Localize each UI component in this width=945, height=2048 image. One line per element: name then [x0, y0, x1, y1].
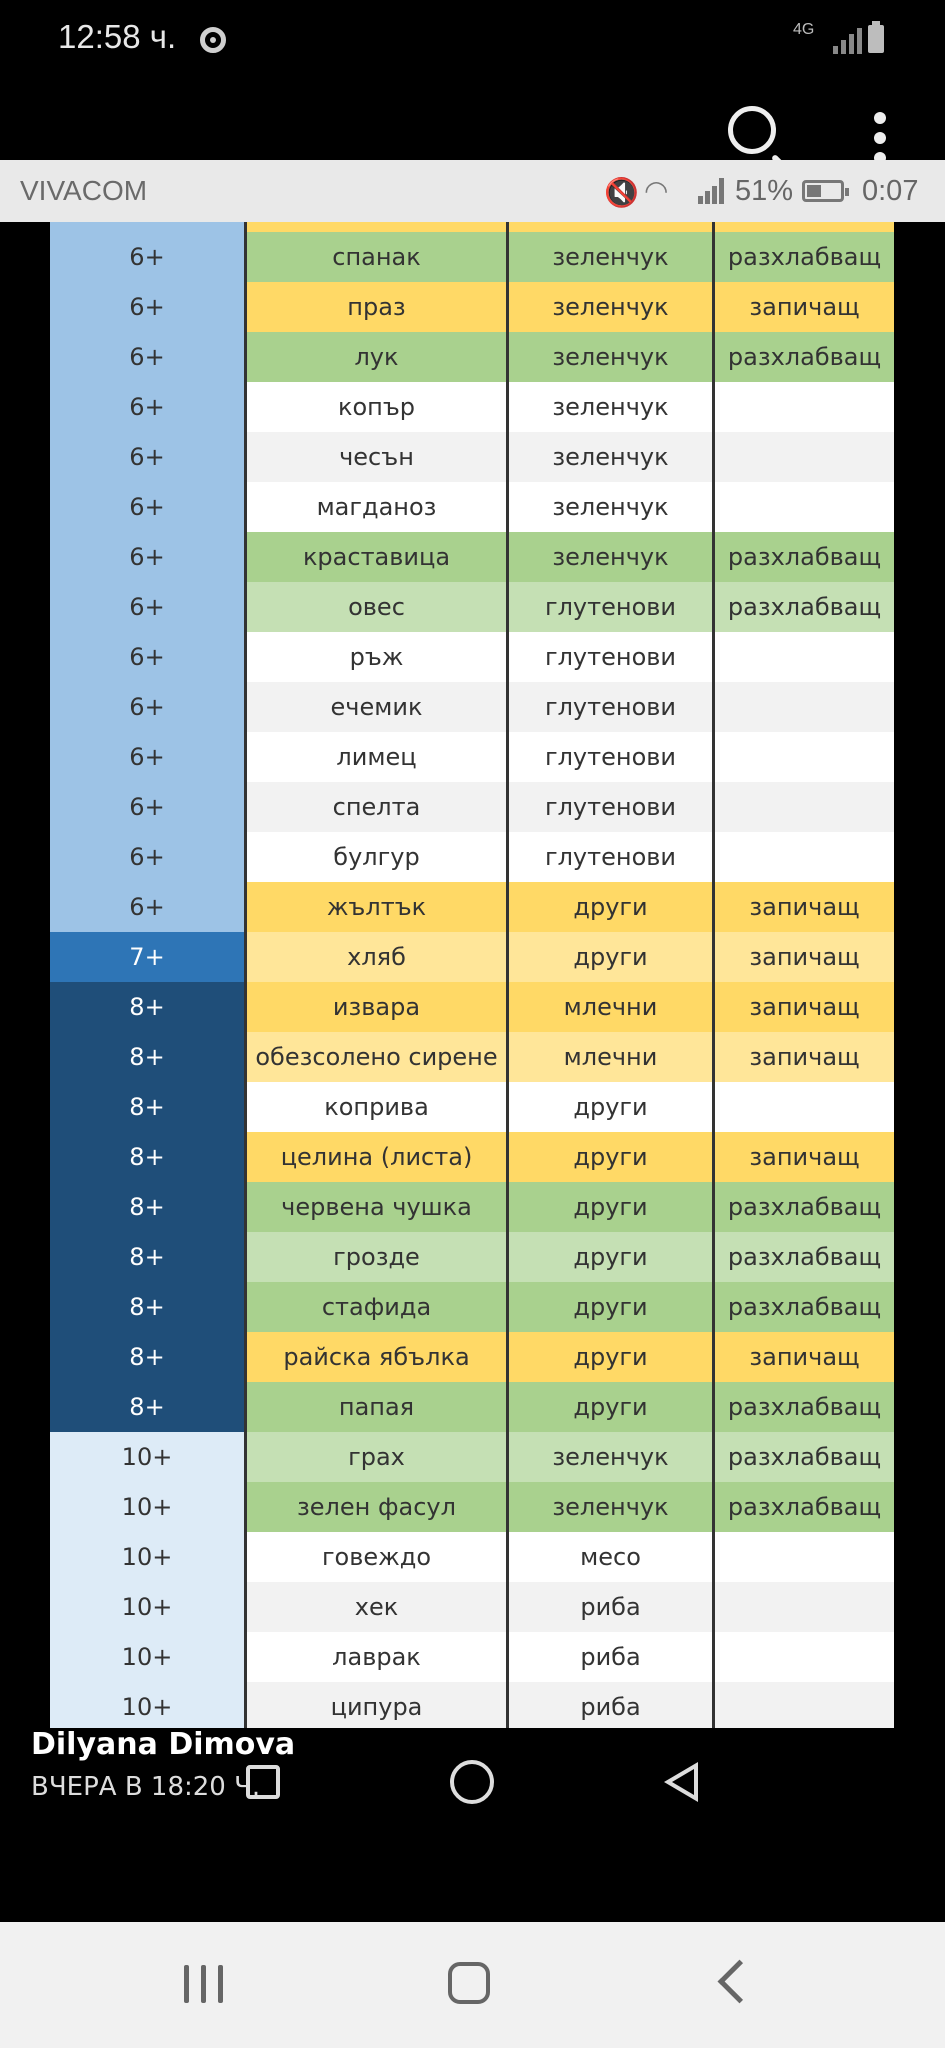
signal-icon — [698, 178, 730, 204]
food-cell: извара — [244, 982, 506, 1032]
age-cell: 8+ — [50, 1382, 244, 1432]
food-cell: целина (листа) — [244, 1132, 506, 1182]
effect-cell: запичащ — [712, 932, 894, 982]
battery-icon — [868, 25, 884, 53]
group-cell: зеленчук — [506, 532, 712, 582]
age-cell: 8+ — [50, 1182, 244, 1232]
group-cell: други — [506, 1132, 712, 1182]
table-row — [50, 1282, 894, 1332]
food-cell: праз — [244, 282, 506, 332]
table-row — [50, 882, 894, 932]
table-row — [50, 1432, 894, 1482]
group-cell: риба — [506, 1582, 712, 1632]
table-row — [50, 582, 894, 632]
effect-cell: разхлабващ — [712, 582, 894, 632]
age-cell: 6+ — [50, 482, 244, 532]
effect-cell: запичащ — [712, 982, 894, 1032]
age-cell: 6+ — [50, 882, 244, 932]
age-cell: 10+ — [50, 1482, 244, 1532]
age-cell: 6+ — [50, 632, 244, 682]
table-row — [50, 982, 894, 1032]
effect-cell: разхлабващ — [712, 232, 894, 282]
group-cell: зеленчук — [506, 1432, 712, 1482]
effect-cell — [712, 832, 894, 882]
table-row — [50, 432, 894, 482]
table-row — [50, 1182, 894, 1232]
effect-cell: разхлабващ — [712, 1282, 894, 1332]
food-cell: лук — [244, 332, 506, 382]
post-author[interactable]: Dilyana Dimova — [31, 1727, 296, 1762]
effect-cell — [712, 432, 894, 482]
group-cell: глутенови — [506, 782, 712, 832]
table-row — [50, 1032, 894, 1082]
food-cell: папая — [244, 1382, 506, 1432]
table-row — [50, 832, 894, 882]
table-row — [50, 1232, 894, 1282]
food-cell: лимец — [244, 732, 506, 782]
group-cell: други — [506, 932, 712, 982]
effect-cell — [712, 1532, 894, 1582]
age-cell: 8+ — [50, 982, 244, 1032]
age-cell: 10+ — [50, 1632, 244, 1682]
group-cell: други — [506, 882, 712, 932]
group-cell: други — [506, 1332, 712, 1382]
age-cell: 10+ — [50, 1582, 244, 1632]
age-cell: 7+ — [50, 932, 244, 982]
age-cell: 6+ — [50, 232, 244, 282]
age-cell: 6+ — [50, 732, 244, 782]
effect-cell — [712, 1682, 894, 1728]
group-cell: зеленчук — [506, 432, 712, 482]
carrier-name: VIVACOM — [20, 175, 148, 206]
age-cell: 8+ — [50, 1332, 244, 1382]
age-cell: 8+ — [50, 1282, 244, 1332]
table-row — [50, 332, 894, 382]
effect-cell — [712, 782, 894, 832]
group-cell: млечни — [506, 1032, 712, 1082]
effect-cell — [712, 482, 894, 532]
table-cell — [506, 222, 712, 232]
group-cell: зеленчук — [506, 382, 712, 432]
effect-cell: разхлабващ — [712, 332, 894, 382]
effect-cell — [712, 632, 894, 682]
home-icon — [450, 1760, 494, 1804]
table-row — [50, 382, 894, 432]
table-row — [50, 1082, 894, 1132]
search-icon[interactable] — [728, 106, 776, 154]
effect-cell: запичащ — [712, 1332, 894, 1382]
wifi-icon: ◠ — [644, 174, 669, 207]
mute-icon: 🔇 — [604, 176, 639, 209]
group-cell: млечни — [506, 982, 712, 1032]
group-cell: други — [506, 1282, 712, 1332]
table-cell — [712, 222, 894, 232]
food-table — [50, 222, 894, 1728]
age-cell: 10+ — [50, 1532, 244, 1582]
effect-cell: запичащ — [712, 882, 894, 932]
group-cell: глутенови — [506, 632, 712, 682]
age-cell: 6+ — [50, 832, 244, 882]
food-cell: жълтък — [244, 882, 506, 932]
table-row — [50, 782, 894, 832]
group-cell: риба — [506, 1632, 712, 1682]
age-cell: 6+ — [50, 782, 244, 832]
age-cell: 6+ — [50, 382, 244, 432]
food-cell: краставица — [244, 532, 506, 582]
effect-cell: запичащ — [712, 1032, 894, 1082]
group-cell: зеленчук — [506, 482, 712, 532]
table-row — [50, 1632, 894, 1682]
table-row — [50, 1132, 894, 1182]
food-cell: говеждо — [244, 1532, 506, 1582]
effect-cell — [712, 1082, 894, 1132]
food-cell: ечемик — [244, 682, 506, 732]
food-cell: хек — [244, 1582, 506, 1632]
age-cell: 6+ — [50, 582, 244, 632]
effect-cell — [712, 732, 894, 782]
food-cell: коприва — [244, 1082, 506, 1132]
screenshot-status-bar — [0, 160, 945, 222]
table-row — [50, 932, 894, 982]
status-time: 12:58 ч. — [58, 18, 177, 55]
group-cell: глутенови — [506, 832, 712, 882]
navigation-bar — [0, 1922, 945, 2048]
effect-cell — [712, 1632, 894, 1682]
back-icon — [664, 1762, 698, 1802]
food-cell: хляб — [244, 932, 506, 982]
food-cell: спанак — [244, 232, 506, 282]
status-bar — [0, 0, 945, 80]
age-cell: 8+ — [50, 1032, 244, 1082]
food-cell: спелта — [244, 782, 506, 832]
group-cell: други — [506, 1182, 712, 1232]
age-cell: 8+ — [50, 1082, 244, 1132]
group-cell: глутенови — [506, 682, 712, 732]
table-cell — [244, 222, 506, 232]
more-icon[interactable] — [874, 112, 888, 166]
food-cell: райска ябълка — [244, 1332, 506, 1382]
screenshot-time: 0:07 — [862, 175, 919, 207]
table-row — [50, 1682, 894, 1728]
network-type: 4G — [793, 21, 815, 38]
recent-apps-icon[interactable] — [184, 1965, 224, 2003]
table-row — [50, 682, 894, 732]
food-cell: обезсолено сирене — [244, 1032, 506, 1082]
table-row — [50, 282, 894, 332]
table-row — [50, 632, 894, 682]
food-cell: червена чушка — [244, 1182, 506, 1232]
table-row — [50, 732, 894, 782]
group-cell: зеленчук — [506, 232, 712, 282]
table-row — [50, 1482, 894, 1532]
food-cell: лаврак — [244, 1632, 506, 1682]
age-cell: 10+ — [50, 1682, 244, 1728]
food-cell: ципура — [244, 1682, 506, 1728]
home-icon[interactable] — [448, 1962, 490, 2004]
table-cell — [50, 222, 244, 232]
group-cell: глутенови — [506, 732, 712, 782]
age-cell: 8+ — [50, 1232, 244, 1282]
age-cell: 6+ — [50, 432, 244, 482]
effect-cell: разхлабващ — [712, 1382, 894, 1432]
recent-apps-icon — [246, 1765, 280, 1799]
food-cell: ръж — [244, 632, 506, 682]
group-cell: глутенови — [506, 582, 712, 632]
effect-cell: разхлабващ — [712, 1232, 894, 1282]
effect-cell: разхлабващ — [712, 1482, 894, 1532]
group-cell: зеленчук — [506, 332, 712, 382]
food-cell: магданоз — [244, 482, 506, 532]
group-cell: други — [506, 1082, 712, 1132]
table-row — [50, 1332, 894, 1382]
battery-icon — [802, 180, 844, 202]
food-cell: чесън — [244, 432, 506, 482]
age-cell: 6+ — [50, 332, 244, 382]
table-row — [50, 232, 894, 282]
group-cell: зеленчук — [506, 1482, 712, 1532]
effect-cell — [712, 1582, 894, 1632]
food-cell: грах — [244, 1432, 506, 1482]
group-cell: други — [506, 1382, 712, 1432]
signal-icon — [833, 26, 863, 54]
effect-cell: разхлабващ — [712, 532, 894, 582]
table-row — [50, 1382, 894, 1432]
chrome-icon — [200, 27, 226, 53]
age-cell: 8+ — [50, 1132, 244, 1182]
battery-percent: 51% — [735, 175, 794, 207]
table-row — [50, 532, 894, 582]
table-row — [50, 1532, 894, 1582]
effect-cell: разхлабващ — [712, 1182, 894, 1232]
food-cell: грозде — [244, 1232, 506, 1282]
group-cell: зеленчук — [506, 282, 712, 332]
back-icon[interactable] — [718, 1960, 762, 2004]
post-time: ВЧЕРА В 18:20 Ч. — [31, 1772, 261, 1802]
food-cell: стафида — [244, 1282, 506, 1332]
table-row-partial — [50, 222, 894, 232]
group-cell: други — [506, 1232, 712, 1282]
food-cell: зелен фасул — [244, 1482, 506, 1532]
age-cell: 6+ — [50, 682, 244, 732]
effect-cell — [712, 682, 894, 732]
table-row — [50, 482, 894, 532]
food-cell: копър — [244, 382, 506, 432]
food-cell: овес — [244, 582, 506, 632]
table-row — [50, 1582, 894, 1632]
effect-cell: запичащ — [712, 1132, 894, 1182]
age-cell: 10+ — [50, 1432, 244, 1482]
food-cell: булгур — [244, 832, 506, 882]
effect-cell: разхлабващ — [712, 1432, 894, 1482]
group-cell: риба — [506, 1682, 712, 1728]
effect-cell — [712, 382, 894, 432]
effect-cell: запичащ — [712, 282, 894, 332]
age-cell: 6+ — [50, 532, 244, 582]
group-cell: месо — [506, 1532, 712, 1582]
age-cell: 6+ — [50, 282, 244, 332]
